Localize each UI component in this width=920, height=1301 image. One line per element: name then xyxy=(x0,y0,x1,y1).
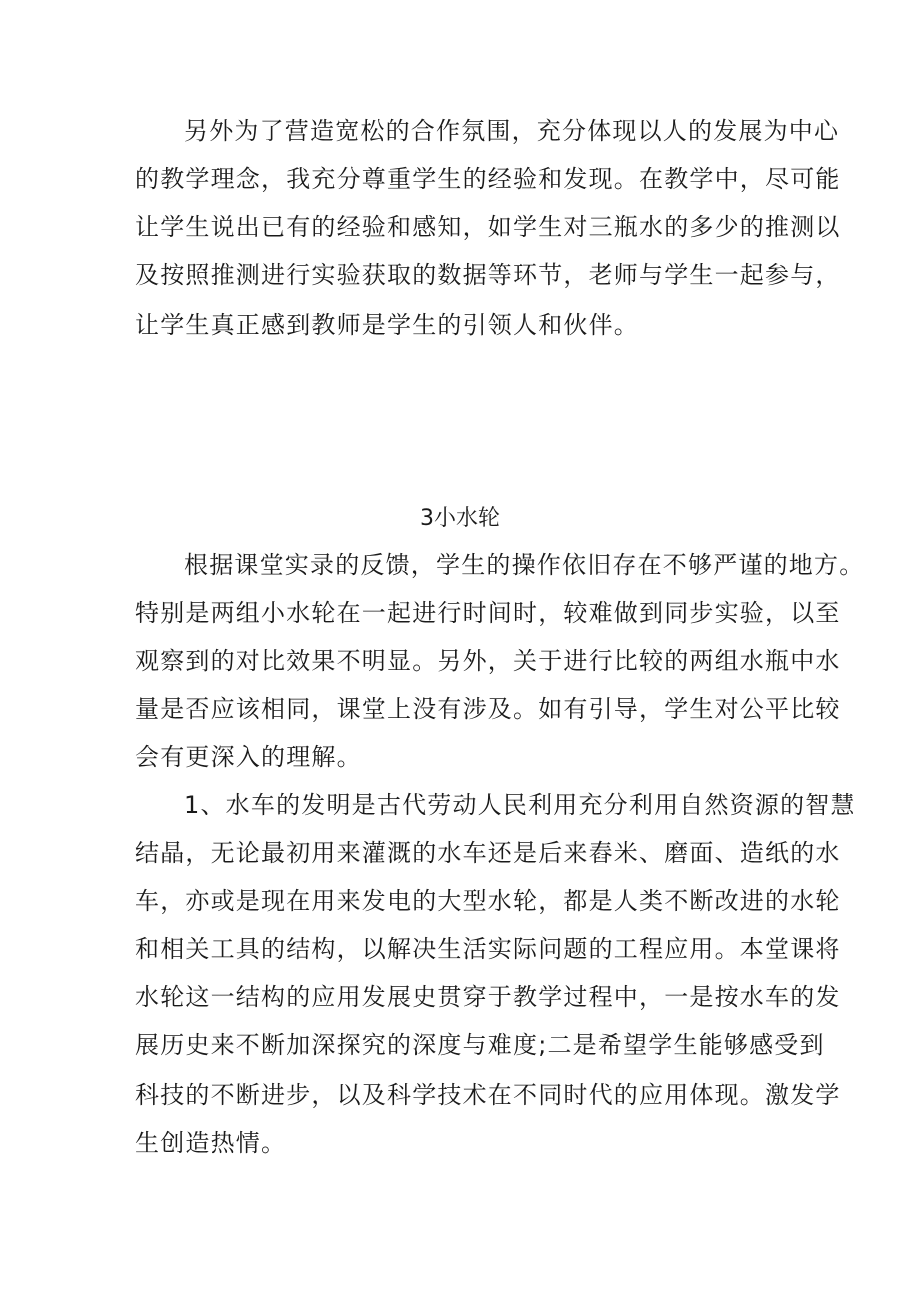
paragraph-2-line-5: 会有更深入的理解。 xyxy=(135,743,362,771)
paragraph-3-line-2: 结晶，无论最初用来灌溉的水车还是后来舂米、磨面、造纸的水 xyxy=(135,839,841,867)
paragraph-1-line-3: 让学生说出已有的经验和感知，如学生对三瓶水的多少的推测以 xyxy=(135,213,841,241)
paragraph-1-line-2: 的教学理念，我充分尊重学生的经验和发现。在教学中，尽可能 xyxy=(135,165,841,193)
paragraph-2-line-3: 观察到的对比效果不明显。另外，关于进行比较的两组水瓶中水 xyxy=(135,647,841,675)
paragraph-1-line-4: 及按照推测进行实验获取的数据等环节，老师与学生一起参与， xyxy=(135,261,841,289)
paragraph-3-line-7: 科技的不断进步，以及科学技术在不同时代的应用体现。激发学 xyxy=(135,1081,841,1109)
section-title: 3小水轮 xyxy=(420,506,500,531)
paragraph-3-line-5: 水轮这一结构的应用发展史贯穿于教学过程中，一是按水车的发 xyxy=(135,983,841,1011)
paragraph-3-line-6: 展历史来不断加深探究的深度与难度;二是希望学生能够感受到 xyxy=(135,1031,825,1059)
paragraph-3-line-4: 和相关工具的结构，以解决生活实际问题的工程应用。本堂课将 xyxy=(135,935,841,963)
paragraph-2-line-1: 根据课堂实录的反馈，学生的操作依旧存在不够严谨的地方。 xyxy=(184,551,865,579)
paragraph-3-line-8: 生创造热情。 xyxy=(135,1129,287,1157)
paragraph-2-line-2: 特别是两组小水轮在一起进行时间时，较难做到同步实验，以至 xyxy=(135,599,841,627)
paragraph-3-line-3: 车，亦或是现在用来发电的大型水轮，都是人类不断改进的水轮 xyxy=(135,887,841,915)
paragraph-1-line-5: 让学生真正感到教师是学生的引领人和伙伴。 xyxy=(135,311,639,339)
paragraph-1-line-1: 另外为了营造宽松的合作氛围，充分体现以人的发展为中心 xyxy=(184,117,840,145)
paragraph-3-line-1: 1、水车的发明是古代劳动人民利用充分利用自然资源的智慧 xyxy=(184,791,856,819)
paragraph-2-line-4: 量是否应该相同，课堂上没有涉及。如有引导，学生对公平比较 xyxy=(135,695,841,723)
